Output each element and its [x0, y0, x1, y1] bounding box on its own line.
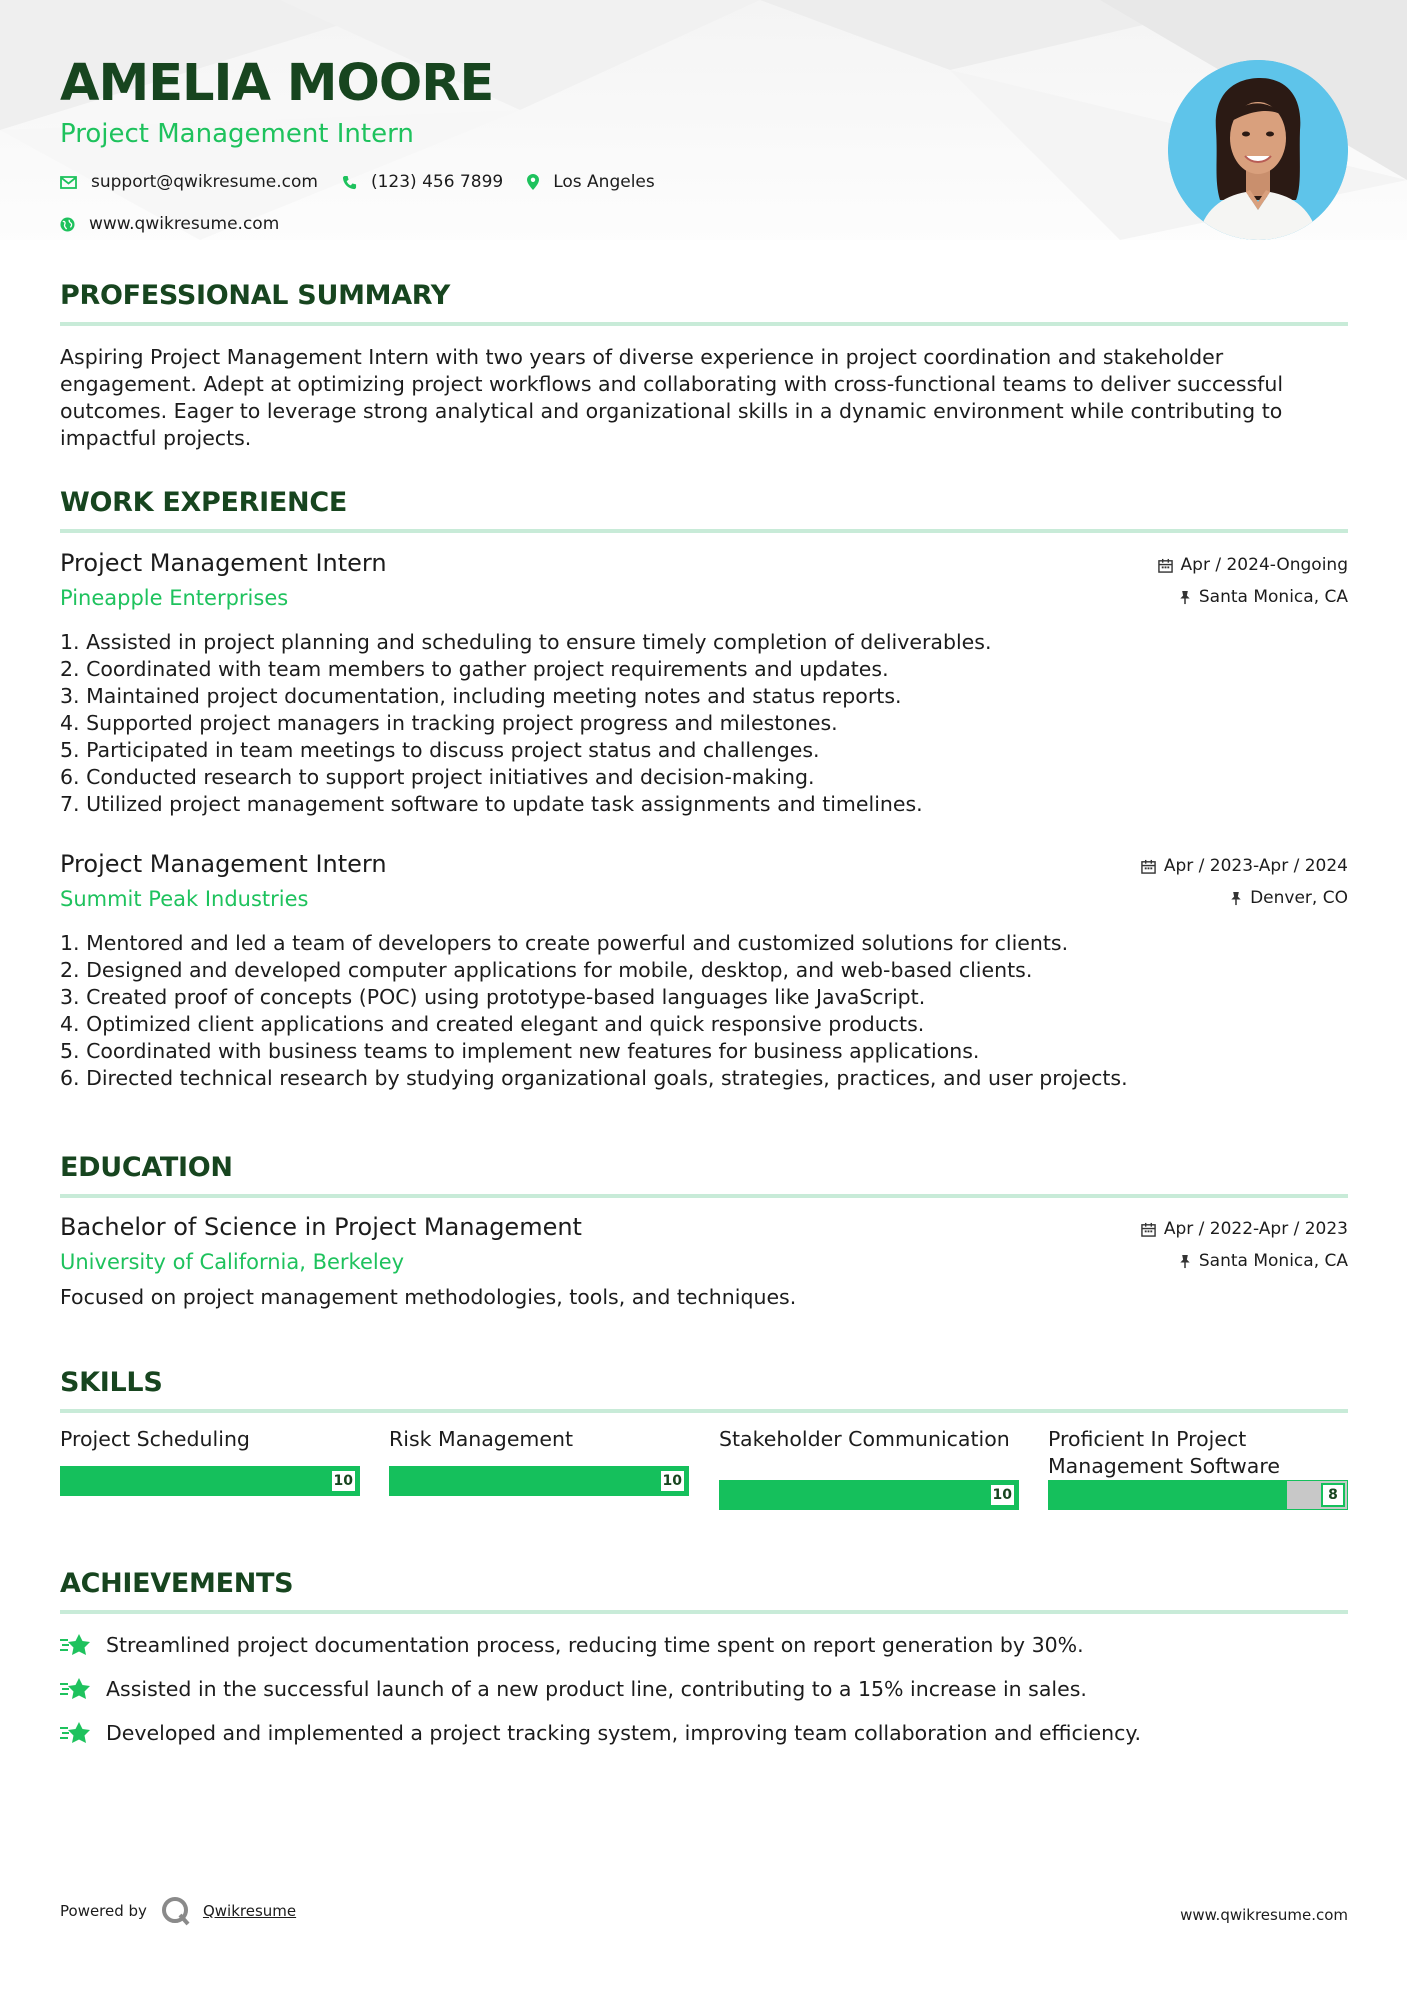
skill-item: [389, 1426, 689, 1496]
achievement-item: [60, 1720, 1141, 1746]
skills-section: [60, 1367, 1348, 1413]
skill-level-badge: 8: [1321, 1483, 1345, 1507]
star-icon: [60, 1720, 92, 1746]
skill-bar-fill: [390, 1467, 688, 1495]
achievement-item: [60, 1632, 1084, 1658]
phone-item[interactable]: [342, 172, 503, 192]
email-item[interactable]: [60, 172, 318, 192]
skill-level-badge: 10: [989, 1483, 1016, 1507]
phone-text: (123) 456 7899: [370, 172, 504, 192]
skill-item: [719, 1426, 1019, 1510]
pushpin-icon: [1179, 590, 1191, 605]
skill-name: Project Scheduling: [60, 1427, 250, 1451]
skill-bar-fill: [61, 1467, 359, 1495]
candidate-name: AMELIA MOORE: [60, 54, 494, 113]
list-item: 5. Coordinated with business teams to implement new features for business applications.: [60, 1039, 980, 1063]
calendar-icon: [1141, 859, 1156, 874]
skill-bar: [719, 1480, 1019, 1510]
section-divider: [60, 1194, 1348, 1198]
pushpin-icon: [1230, 891, 1242, 906]
education-section: [60, 1152, 1348, 1198]
job-bullets: [60, 629, 1348, 818]
achievement-text: Streamlined project documentation process, reducing time spent on report generation by 30%.: [106, 1633, 1084, 1657]
section-divider: [60, 1409, 1348, 1413]
section-divider: [60, 322, 1348, 326]
job-bullets: [60, 930, 1348, 1092]
skill-item: [1048, 1426, 1348, 1510]
school-name: University of California, Berkeley: [60, 1250, 405, 1274]
contact-row: [60, 172, 679, 192]
skills-heading: SKILLS: [60, 1367, 163, 1398]
qwikresume-link[interactable]: Qwikresume: [202, 1902, 297, 1920]
candidate-role: Project Management Intern: [60, 119, 414, 149]
map-pin-icon: [527, 174, 539, 190]
list-item: 2. Coordinated with team members to gather project requirements and updates.: [60, 657, 889, 681]
footer-website[interactable]: www.qwikresume.com: [1180, 1906, 1348, 1924]
section-divider: [60, 1610, 1348, 1614]
education-location-text: Santa Monica, CA: [1198, 1251, 1348, 1271]
list-item: 3. Created proof of concepts (POC) using prototype-based languages like JavaScript.: [60, 985, 926, 1009]
location-text: Los Angeles: [553, 172, 655, 192]
achievement-text: Assisted in the successful launch of a new product line, contributing to a 15% increase in sales.: [106, 1677, 1087, 1701]
job-title: Project Management Intern: [60, 850, 387, 878]
job-dates-text: Apr / 2023-Apr / 2024: [1163, 856, 1348, 876]
job-dates: [1141, 856, 1348, 876]
skill-item: [60, 1426, 360, 1496]
profile-photo: [1168, 60, 1348, 240]
skill-name: Risk Management: [389, 1427, 574, 1451]
job-location: [1230, 888, 1348, 908]
summary-section: [60, 280, 1348, 452]
skill-bar-fill: [720, 1481, 1018, 1509]
achievements-section: [60, 1568, 1348, 1614]
website-text: www.qwikresume.com: [89, 214, 280, 234]
job-title: Project Management Intern: [60, 549, 387, 577]
list-item: 5. Participated in team meetings to discuss project status and challenges.: [60, 738, 820, 762]
globe-icon: [60, 217, 75, 232]
powered-by-label: Powered by: [60, 1902, 147, 1920]
website-row: [60, 214, 303, 234]
education-dates-text: Apr / 2022-Apr / 2023: [1163, 1219, 1348, 1239]
summary-text: Aspiring Project Management Intern with two years of diverse experience in project coordination and stakeholder engagement. Adept at optimizing project workflows and collaborating with cross-functional teams to deliver successful outcomes. Eager to leverage strong analytical and organizational skills in a dynamic environment while contributing to impactful projects.: [60, 345, 1284, 451]
calendar-icon: [1141, 1222, 1156, 1237]
education-dates: [1141, 1219, 1348, 1239]
star-icon: [60, 1632, 92, 1658]
degree-title: Bachelor of Science in Project Management: [60, 1213, 582, 1241]
list-item: 7. Utilized project management software to update task assignments and timelines.: [60, 792, 923, 816]
skills-list: [60, 1426, 1348, 1526]
skill-name: Stakeholder Communication: [719, 1427, 1010, 1451]
achievements-heading: ACHIEVEMENTS: [60, 1568, 294, 1599]
list-item: 1. Mentored and led a team of developers to create powerful and customized solutions for clients.: [60, 931, 1069, 955]
job-dates-text: Apr / 2024-Ongoing: [1180, 555, 1348, 575]
skill-level-badge: 10: [330, 1469, 357, 1493]
email-text: support@qwikresume.com: [91, 172, 318, 192]
job-location: [1179, 587, 1348, 607]
list-item: 2. Designed and developed computer applications for mobile, desktop, and web-based clients.: [60, 958, 1033, 982]
skill-bar-fill: [1049, 1481, 1287, 1509]
list-item: 1. Assisted in project planning and scheduling to ensure timely completion of deliverables.: [60, 630, 992, 654]
calendar-icon: [1158, 558, 1173, 573]
job-company: Summit Peak Industries: [60, 887, 309, 911]
achievement-item: [60, 1676, 1087, 1702]
list-item: 6. Directed technical research by studying organizational goals, strategies, practices, and user projects.: [60, 1066, 1128, 1090]
pushpin-icon: [1179, 1254, 1191, 1269]
experience-section: [60, 487, 1348, 533]
education-heading: EDUCATION: [60, 1152, 233, 1183]
section-divider: [60, 529, 1348, 533]
skill-name: Proficient In Project Management Software: [1048, 1427, 1280, 1478]
summary-heading: PROFESSIONAL SUMMARY: [60, 280, 451, 311]
achievement-text: Developed and implemented a project tracking system, improving team collaboration and efficiency.: [106, 1721, 1142, 1745]
job-location-text: Denver, CO: [1250, 888, 1348, 908]
list-item: 4. Optimized client applications and created elegant and quick responsive products.: [60, 1012, 925, 1036]
education-description: Focused on project management methodologies, tools, and techniques.: [60, 1285, 797, 1309]
phone-icon: [342, 175, 357, 190]
website-item[interactable]: [60, 214, 279, 234]
job-company: Pineapple Enterprises: [60, 586, 289, 610]
list-item: 6. Conducted research to support project initiatives and decision-making.: [60, 765, 815, 789]
footer-powered-by: [60, 1896, 296, 1926]
qwikresume-logo-icon: [161, 1896, 191, 1926]
skill-bar: [60, 1466, 360, 1496]
skill-bar: [1048, 1480, 1348, 1510]
list-item: 4. Supported project managers in tracking project progress and milestones.: [60, 711, 838, 735]
job-location-text: Santa Monica, CA: [1198, 587, 1348, 607]
star-icon: [60, 1676, 92, 1702]
job-dates: [1158, 555, 1348, 575]
envelope-icon: [60, 176, 77, 189]
experience-heading: WORK EXPERIENCE: [60, 487, 347, 518]
list-item: 3. Maintained project documentation, including meeting notes and status reports.: [60, 684, 902, 708]
location-item: [527, 172, 655, 192]
education-location: [1179, 1251, 1348, 1271]
skill-bar: [389, 1466, 689, 1496]
skill-level-badge: 10: [659, 1469, 686, 1493]
